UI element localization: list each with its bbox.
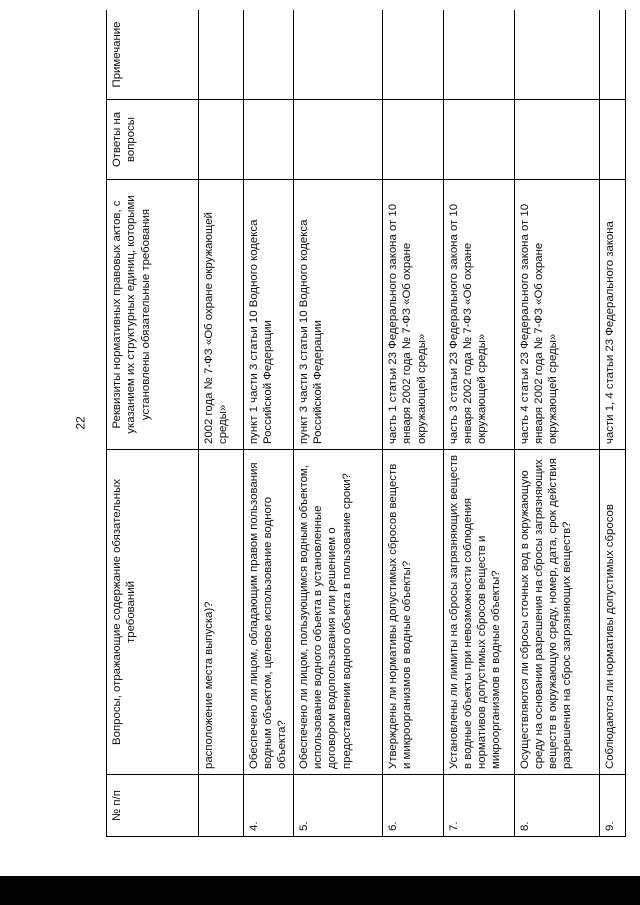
row-answer — [599, 100, 625, 180]
requirements-table — [106, 10, 626, 837]
row-question: расположение места выпуска)? — [199, 450, 244, 775]
header-requisites: Реквизиты нормативных правовых актов, с указанием их структурных единиц, которыми установлены обязательные требования — [107, 180, 199, 450]
row-note — [443, 10, 514, 100]
row-answer — [514, 100, 599, 180]
row-answer — [243, 100, 293, 180]
row-num: 8. — [514, 775, 599, 837]
table-row — [514, 10, 599, 837]
page-number: 22 — [73, 416, 88, 430]
row-num: 6. — [383, 775, 444, 837]
row-num — [199, 775, 244, 837]
row-note — [199, 10, 244, 100]
row-question: Соблюдаются ли нормативы допустимых сбросов — [599, 450, 625, 775]
row-answer — [199, 100, 244, 180]
table-row — [383, 10, 444, 837]
header-num: № п/п — [107, 775, 199, 837]
row-answer — [293, 100, 382, 180]
row-num: 5. — [293, 775, 382, 837]
row-requisites: 2002 года № 7-ФЗ «Об охране окружающей среды» — [199, 180, 244, 450]
row-note — [599, 10, 625, 100]
table-header-row — [107, 10, 199, 837]
row-num: 9. — [599, 775, 625, 837]
row-num: 4. — [243, 775, 293, 837]
row-answer — [383, 100, 444, 180]
row-question: Обеспечено ли лицом, пользующимся водным объектом, использование водного объекта в установленные договором водопользования или решением о предоставлении водного объекта в пользование сроки? — [293, 450, 382, 775]
row-note — [293, 10, 382, 100]
row-requisites: пункт 1 части 3 статьи 10 Водного кодекса Российской Федерации — [243, 180, 293, 450]
table-row — [443, 10, 514, 837]
row-answer — [443, 100, 514, 180]
row-requisites: часть 1 статьи 23 Федерального закона от 10 января 2002 года № 7-ФЗ «Об охране окружающей среды» — [383, 180, 444, 450]
row-question: Установлены ли лимиты на сбросы загрязняющих веществ в водные объекты при невозможности соблюдения нормативов допустимых сбросов веществ и микроорганизмов в водные объекты? — [443, 450, 514, 775]
row-requisites: часть 3 статьи 23 Федерального закона от 10 января 2002 года № 7-ФЗ «Об охране окружающей среды» — [443, 180, 514, 450]
row-num: 7. — [443, 775, 514, 837]
row-question: Утверждены ли нормативы допустимых сбросов веществ и микроорганизмов в водные объекты? — [383, 450, 444, 775]
row-question: Осуществляются ли сбросы сточных вод в окружающую среду на основании разрешения на сбросы загрязняющих веществ в окружающую среду, номер, дата, срок действия разрешения на сброс загрязняющих веществ? — [514, 450, 599, 775]
row-requisites: части 1, 4 статьи 23 Федерального закона — [599, 180, 625, 450]
row-requisites: пункт 3 части 3 статьи 10 Водного кодекса Российской Федерации — [293, 180, 382, 450]
table-row — [199, 10, 244, 837]
row-note — [383, 10, 444, 100]
row-note — [243, 10, 293, 100]
rotated-table-area — [106, 10, 626, 837]
header-note: Примечание — [107, 10, 199, 100]
row-question: Обеспечено ли лицом, обладающим правом пользования водным объектом, целевое использование водного объекта? — [243, 450, 293, 775]
header-answers: Ответы на вопросы — [107, 100, 199, 180]
scan-border-bar — [0, 876, 640, 905]
table-row — [293, 10, 382, 837]
row-requisites: часть 4 статьи 23 Федерального закона от 10 января 2002 года № 7-ФЗ «Об охране окружающей среды» — [514, 180, 599, 450]
rotated-page — [106, 10, 626, 837]
table-row — [243, 10, 293, 837]
table-row — [599, 10, 625, 837]
header-question: Вопросы, отражающие содержание обязательных требований — [107, 450, 199, 775]
row-note — [514, 10, 599, 100]
